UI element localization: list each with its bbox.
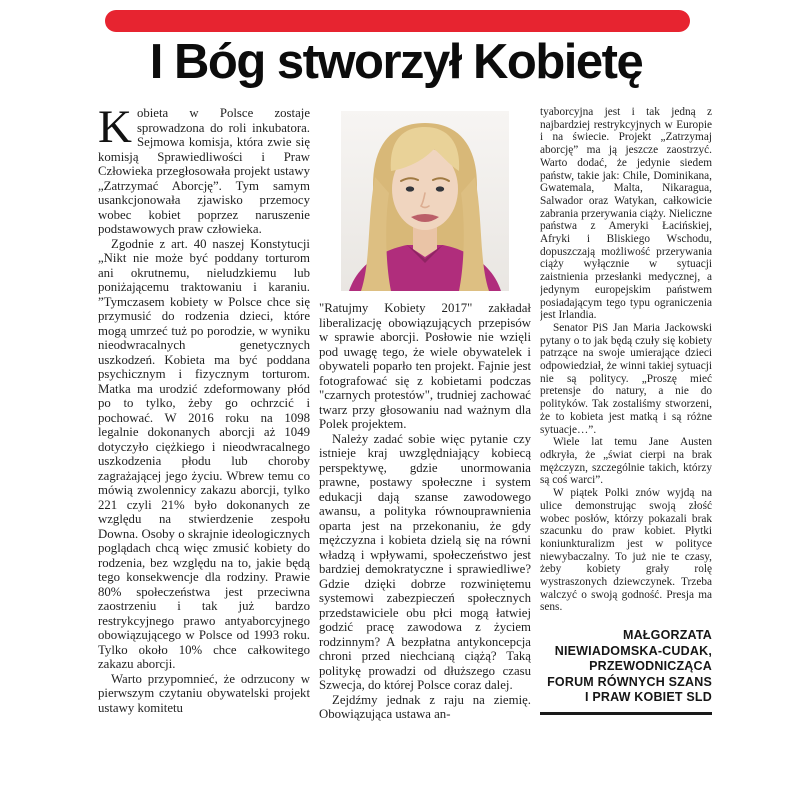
article-headline: I Bóg stworzył Kobietę xyxy=(149,35,643,89)
text-column-2 xyxy=(319,106,531,794)
article-body xyxy=(98,106,712,794)
paragraph-lead xyxy=(98,106,310,237)
text-column-1 xyxy=(98,106,310,794)
drop-cap: K xyxy=(98,106,132,153)
signature-line: FORUM RÓWNYCH SZANS xyxy=(547,674,712,689)
paragraph: Senator PiS Jan Maria Jackowski pytany o to jak będą czuły się kobiety patrzące na swoje umierające dzieci odpowiedział, że winni takiej sytuacji nie są politycy. „Proszę mieć pretensje do natury, a nie do polityków. Tak zostaliśmy stworzeni, że to kobieta jest matką i są różne sytuacje…”. xyxy=(540,321,712,436)
paragraph: Należy zadać sobie więc pytanie czy istnieje kraj uwzględniający kobiecą perspektywę, gdzie unormowania prawne, postawy społeczne i system edukacji dają szanse zawodowego awansu, a polityka równouprawnienia oparta jest na przekonaniu, że gdy mężczyzna i kobieta dzielą się na równi władzą i wpływami, społeczeństwo jest bardziej demokratyczne i sprawiedliwe? Gdzie dzięki dobrze rozwiniętemu systemowi zabezpieczeń społecznych przedstawiciele obu płci mogą łatwiej godzić pracę zawodowa z życiem rodzinnym? A bezpłatna antykoncepcja chroni przed niechcianą ciążą? Taką politykę prowadzi od dłuższego czasu Szwecja, do której Polsce coraz dalej. xyxy=(319,431,531,692)
author-signature xyxy=(540,628,712,706)
paragraph: Wiele lat temu Jane Austen odkryła, że „świat cierpi na brak mężczyzn, szczególnie takich, którzy są coś warci”. xyxy=(540,436,712,487)
paragraph-continued: "Ratujmy Kobiety 2017" zakładał liberalizację obowiązujących przepisów w sprawie aborcji. Posłowie nie wzięli pod uwagę tego, że wiele obywatelek i obywateli poparło ten projekt. Fajnie jest fotografować się z kobietami podczas "czarnych protestów", trudniej zachować twarz przy głosowaniu nad ważnym dla Polek projektem. xyxy=(319,301,531,431)
portrait-illustration xyxy=(341,111,509,291)
text-column-3 xyxy=(540,106,712,794)
paragraph: Zejdźmy jednak z raju na ziemię. Obowiązująca ustawa an- xyxy=(319,692,531,721)
paragraph-lead-text: obieta w Polsce zostaje sprowadzona do roli inkubatora. Sejmowa komisja, która zwie się komisją Sprawiedliwości i Praw Człowieka przegłosowała projekt ustawy „Zatrzymać Aborcję”. Tym samym usankcjonowała zjawisko przemocy wobec kobiet poprzez naruszenie podstawowych praw człowieka. xyxy=(98,106,310,236)
signature-line: PRZEWODNICZĄCA xyxy=(589,659,712,674)
signature-line: MAŁGORZATA xyxy=(622,628,712,643)
paragraph-continued: tyaborcyjna jest i tak jedną z najbardziej restrykcyjnych w Europie i na świecie. Projekt „Zatrzymaj aborcję” ma ją jeszcze zaostrzyć. Warto dodać, że jedynie siedem państw, takie jak: Chile, Dominikana, Gwatemala, Malta, Nikaragua, Salwador oraz Watykan, całkowicie zabrania przerywania ciąży. Nieliczne państwa z Ameryki Łacińskiej, Afryki i Bliskiego Wschodu, dopuszczają możliwość przerywania ciąży wyłącznie w sytuacji zaistnienia przesłanki medycznej, a jedynym europejskim państwem posiadającym tego typu ograniczenia jest Irlandia. xyxy=(540,106,712,322)
signature-line: I PRAW KOBIET SLD xyxy=(584,690,712,705)
paragraph: Warto przypomnieć, że odrzucony w pierwszym czytaniu obywatelski projekt ustawy komitetu xyxy=(98,671,310,715)
paragraph: Zgodnie z art. 40 naszej Konstytucji „Nikt nie może być poddany torturom ani okrutnemu, nieludzkiemu lub poniżającemu traktowaniu i karaniu. ”Tymczasem kobiety w Polsce chce się przymusić do rodzenia dzieci, które mogą umrzeć tuż po porodzie, w wyniku nieodwracalnych genetycznych uszkodzeń. Kobieta ma być poddana psychicznym i fizycznym torturom. Matka ma urodzić zdeformowany płód po to tylko, żeby go ochrzcić i pochować. W 2016 roku na 1098 legalnie dokonanych aborcji aż 1049 dotyczyło ciężkiego i nieodwracalnego uszkodzenia płodu lub choroby zagrażającej jego życiu. Wbrew temu co mówią zwolennicy zakazu aborcji, tylko 221 czyli 21% było dokonanych ze względu na stwierdzenie zespołu Downa. Osoby o skrajnie ideologicznych poglądach chcą więc zmusić kobiety do rodzenia, bez względu na to, jakie będą tego konsekwencje dla rodziny. Prawie 80% społeczeństwa jest przeciwna zaostrzeniu i tak już bardzo restrykcyjnego prawo antyaborcyjnego obowiązującego w Polsce od 1993 roku. Tylko około 10% chce całkowitego zakazu aborcji. xyxy=(98,236,310,671)
author-photo xyxy=(341,111,509,291)
masthead-red-bar xyxy=(105,10,690,32)
paragraph: W piątek Polki znów wyjdą na ulice demonstrując swoją złość wobec posłów, którzy pokazali brak szacunku do praw kobiet. Płytki koniunkturalizm jest w polityce niewybaczalny. To już nie te czasy, żeby kobiety grały rolę wystraszonych dziewczynek. Trzeba walczyć o swoją godność. Presja ma sens. xyxy=(540,487,712,614)
signature-line: NIEWIADOMSKA-CUDAK, xyxy=(554,643,712,658)
signature-rule xyxy=(540,712,712,715)
